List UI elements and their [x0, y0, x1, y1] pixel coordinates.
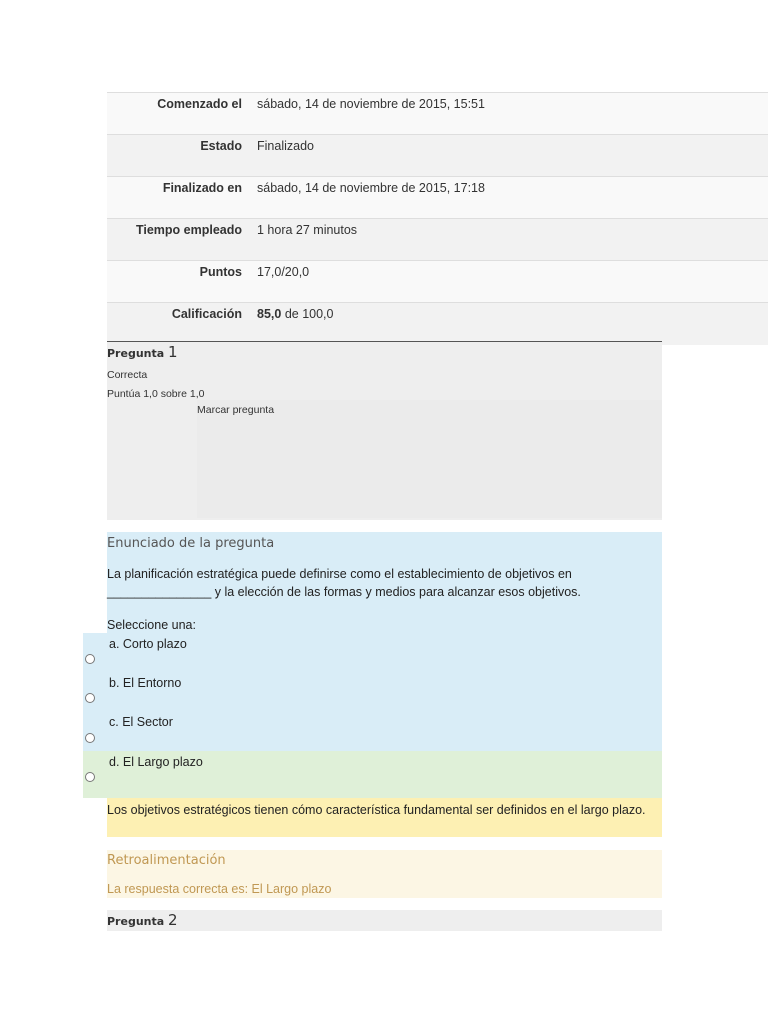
grade-max: de 100,0 [281, 307, 334, 321]
general-feedback [107, 850, 662, 898]
summary-value: sábado, 14 de noviembre de 2015, 17:18 [257, 181, 485, 195]
grade-value: 85,0 [257, 307, 282, 321]
radio-option-d[interactable] [85, 772, 95, 782]
answer-option-b[interactable]: b. El Entorno [109, 676, 182, 690]
question-info-panel [107, 341, 662, 520]
attempt-summary-table [107, 92, 768, 345]
summary-label: Estado [200, 139, 242, 153]
summary-label: Tiempo empleado [135, 223, 242, 237]
answer-option-c[interactable]: c. El Sector [109, 715, 173, 729]
specific-feedback [107, 798, 662, 837]
answer-option-a[interactable]: a. Corto plazo [109, 637, 187, 651]
summary-row-grade [107, 302, 768, 345]
summary-row-started [107, 92, 768, 134]
flag-question-link[interactable]: Marcar pregunta [197, 404, 275, 416]
radio-option-a[interactable] [85, 654, 95, 664]
select-one-prompt: Seleccione una: [107, 618, 196, 632]
answer-option-d[interactable]: d. El Largo plazo [109, 755, 203, 769]
summary-row-marks [107, 260, 768, 302]
summary-value: 1 hora 27 minutos [257, 223, 358, 237]
summary-row-time-taken [107, 218, 768, 260]
radio-option-c[interactable] [85, 733, 95, 743]
question-text-panel [107, 532, 662, 751]
summary-row-finished [107, 176, 768, 218]
summary-value [249, 303, 768, 345]
question-text-heading: Enunciado de la pregunta [107, 536, 275, 551]
general-feedback-title: Retroalimentación [107, 853, 226, 868]
question-number: Pregunta 2 [107, 911, 178, 929]
summary-row-state [107, 134, 768, 176]
radio-option-b[interactable] [85, 693, 95, 703]
summary-label: Calificación [171, 307, 242, 321]
question-grade: Puntúa 1,0 sobre 1,0 [107, 388, 205, 400]
question-number: Pregunta 1 [107, 343, 178, 361]
specific-feedback-text: Los objetivos estratégicos tienen cómo característica fundamental ser definidos en el largo plazo. [107, 803, 646, 817]
summary-value: 17,0/20,0 [257, 265, 310, 279]
summary-value: Finalizado [257, 139, 314, 153]
summary-label: Comenzado el [157, 97, 242, 111]
right-answer-text: La respuesta correcta es: El Largo plazo [107, 882, 332, 896]
summary-value: sábado, 14 de noviembre de 2015, 15:51 [257, 97, 485, 111]
question-2-info-panel [107, 910, 662, 931]
question-state: Correcta [107, 369, 148, 381]
summary-label: Finalizado en [162, 181, 242, 195]
question-stem: La planificación estratégica puede definirse como el establecimiento de objetivos en _______________ y la elección de las formas y medios para alcanzar esos objetivos. [107, 567, 581, 599]
summary-label: Puntos [199, 265, 242, 279]
